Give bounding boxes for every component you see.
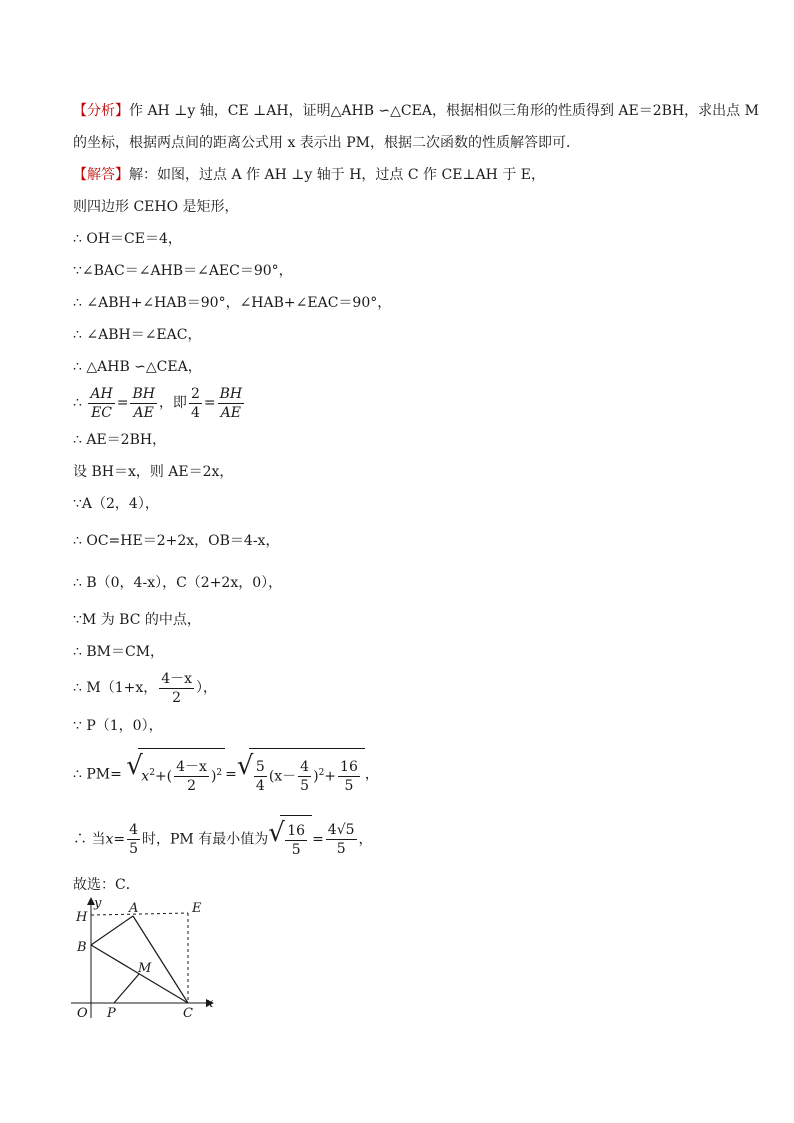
segment-h-e [91,913,188,915]
frac-num: 4 [129,822,139,838]
exp: 2 [149,768,155,778]
step-angle-equal: ∴ ∠ABH＝∠EAC， [73,327,202,343]
label-b: B [77,940,87,955]
ratio-eq: = [203,395,216,411]
label-x: x [206,996,214,1011]
sqrt-symbol: √ [268,818,285,848]
radicand [138,748,225,801]
segment-a-c [133,916,188,1003]
step-similar: ∴ △AHB ∽△CEA， [73,359,202,375]
sqrt-symbol: √ [236,751,254,781]
fraction-m-y [159,670,194,707]
frac-den: 5 [291,841,301,858]
label-h: H [76,910,88,925]
geometry-figure [66,893,226,1028]
frac-den: 4 [255,778,265,795]
pm-eq: = [225,766,237,783]
frac-den: 5 [336,841,346,857]
step-point-a: ∵A（2，4）， [73,496,159,512]
m-suffix: ）， [196,680,218,696]
exp: 2 [216,768,223,778]
analysis-line-2: 的坐标，根据两点间的距离公式用 x 表示出 PM，根据二次函数的性质解答即可． [73,135,580,151]
frac-den: EC [91,404,112,421]
var-x: x [141,768,150,785]
step-angle-sums: ∴ ∠ABH+∠HAB＝90°，∠HAB+∠EAC＝90°， [73,295,392,311]
op: ) [210,768,217,785]
sqrt-pm-1 [126,748,225,801]
frac-num: BH [219,385,243,402]
step-b-c-coords: ∴ B（0，4-x），C（2+2x，0）， [73,575,283,591]
fraction-5-4 [254,758,267,795]
fraction-x-value [127,821,140,858]
fraction-2-4 [189,385,202,422]
op: + [324,768,337,785]
segment-b-a [91,916,133,945]
fraction-pm-1 [174,758,209,795]
radicand [280,815,312,864]
fraction-16-5 [338,758,360,795]
label-o: O [77,1006,88,1021]
frac-num: BH [132,385,155,402]
fraction-bh-ae [130,385,157,422]
fraction-16-5 [285,822,307,859]
fraction-result [326,821,357,858]
label-p: P [107,1006,116,1021]
frac-num: 16 [287,822,306,839]
op: ) [313,768,319,785]
analysis-tag: 【分析】 [73,103,129,119]
frac-den: 5 [129,841,139,857]
frac-den: 5 [300,778,310,795]
step-m-midpoint: ∵M 为 BC 的中点， [73,612,201,628]
step-set-bh: 设 BH＝x，则 AE＝2x， [73,464,234,480]
step-pm-formula [73,748,379,801]
analysis-text-1: 作 AH ⊥y 轴，CE ⊥AH，证明△AHB ∽△CEA，根据相似三角形的性质得到 AE＝2BH，求出点 M [129,103,759,119]
frac-den: 2 [187,778,196,795]
min-eq2: = [312,831,324,848]
label-m: M [138,961,152,976]
frac-num: 4 [300,759,310,776]
min-prefix: ∴ 当 [73,831,106,848]
label-a: A [129,901,139,916]
frac-num: 4√5 [327,822,355,838]
frac-num: 2 [190,385,200,402]
step-ae-2bh: ∴ AE＝2BH， [73,432,167,448]
step-m-coord [73,668,217,708]
sqrt-symbol: √ [126,751,143,781]
solution-intro: 解：如图，过点 A 作 AH ⊥y 轴于 H，过点 C 作 CE⊥AH 于 E， [129,167,546,183]
answer-line: 故选：C． [73,877,140,893]
min-eq: = [113,831,126,848]
step-bm-cm: ∴ BM＝CM， [73,644,165,660]
radicand [249,748,365,801]
segment-p-m [114,974,139,1003]
sqrt-pm-2 [237,748,365,801]
label-e: E [192,901,202,916]
frac-num: 4－x [161,670,193,687]
step-oh-ce: ∴ OH＝CE＝4， [73,231,182,247]
frac-den: 2 [172,689,182,706]
exp: 2 [318,768,325,778]
frac-den: 5 [344,778,354,795]
pm-suffix: ， [364,766,379,783]
step-rectangle: 则四边形 CEHO 是矩形， [73,199,239,215]
ratio-prefix: ∴ [73,395,82,411]
solution-intro-line [73,165,545,185]
step-minimum [73,815,373,864]
frac-num: 5 [255,759,265,776]
min-mid: 时，PM 有最小值为 [142,831,269,848]
frac-num: 16 [340,759,358,776]
label-y: y [94,896,102,911]
solution-tag: 【解答】 [73,167,129,183]
step-right-angles: ∵∠BAC＝∠AHB＝∠AEC＝90°， [73,263,293,279]
ratio-mid: ，即 [158,395,187,411]
step-point-p: ∵ P（1，0）， [73,718,163,734]
step-ratio [73,383,246,423]
var-x: x [105,831,114,848]
pm-prefix: ∴ PM= [73,766,122,783]
fraction-bh-ae-2 [218,385,245,422]
frac-num: AH [90,385,113,402]
step-oc-ob: ∴ OC=HE＝2+2x，OB＝4-x， [73,533,280,549]
analysis-line-1 [73,101,759,121]
op: (x－ [268,768,297,785]
sqrt-min [268,815,312,864]
min-suffix: ， [358,831,373,848]
frac-den: 4 [190,404,200,421]
fraction-4-5 [298,758,311,795]
ratio-eq: = [116,395,129,411]
label-c: C [183,1006,193,1021]
frac-num: 4－x [176,759,207,776]
m-prefix: ∴ M（1+x， [73,680,158,696]
frac-den: AE [220,404,242,421]
frac-den: AE [133,404,154,421]
fraction-ah-ec [88,385,114,422]
op: +( [154,768,173,785]
